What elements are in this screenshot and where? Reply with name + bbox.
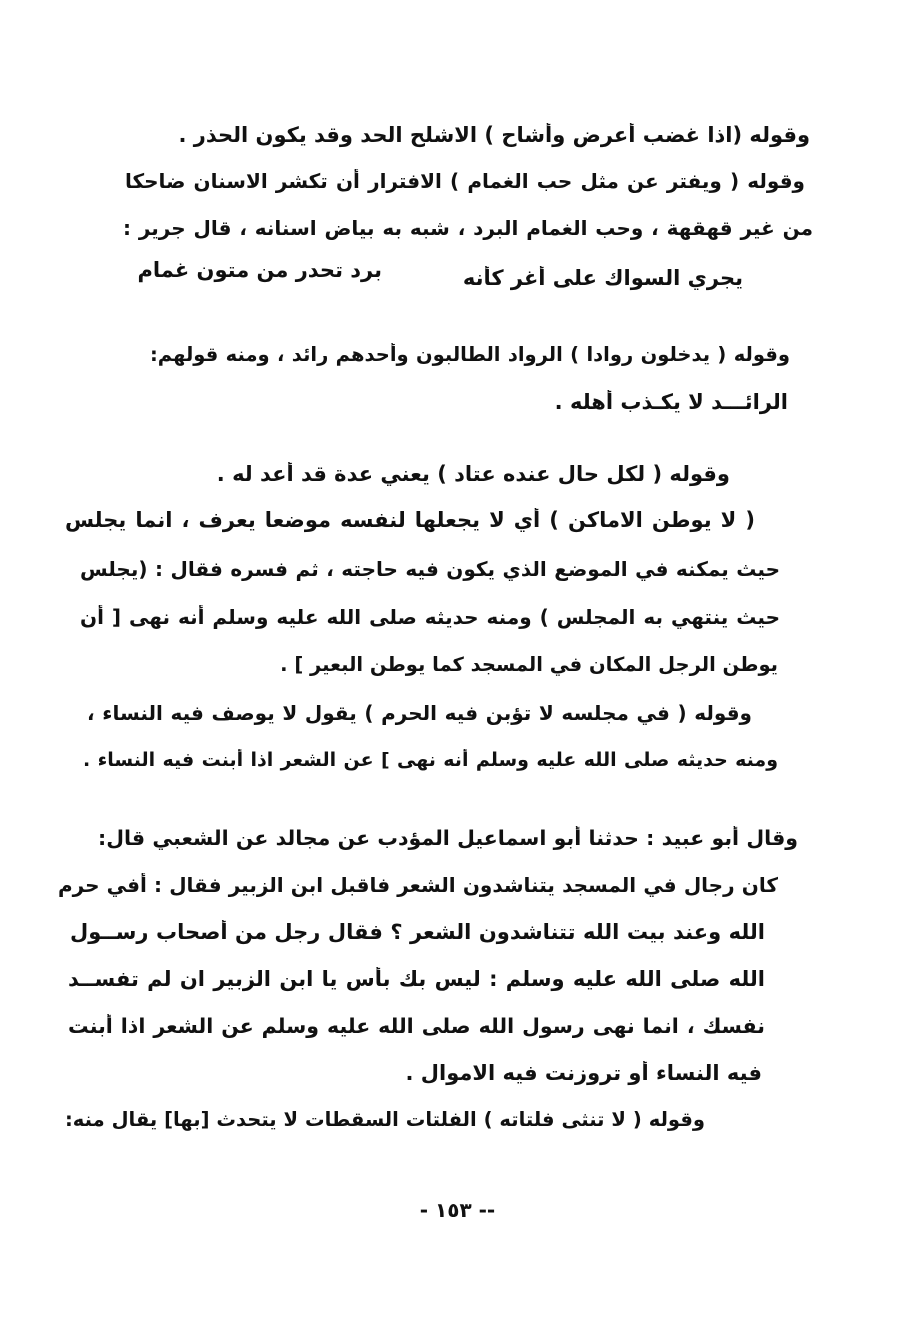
text-line-16: الله صلى الله عليه وسلم : ليس بك بأس يا ابن الزبير ان لم تفســد (68, 967, 765, 991)
text-line-6: وقوله ( لكل حال عنده عتاد ) يعني عدة قد أعد له . (216, 462, 730, 486)
text-line-3: من غير قهقهة ، وحب الغمام البرد ، شبه به بياض اسنانه ، قال جرير : (123, 216, 813, 240)
text-line-13: وقال أبو عبيد : حدثنا أبو اسماعيل المؤدب عن مجالد عن الشعبي قال: (98, 826, 798, 850)
text-line-12: ومنه حديثه صلى الله عليه وسلم أنه نهى ] عن الشعر اذا أبنت فيه النساء . (83, 749, 778, 771)
text-line-15: الله وعند بيت الله تتناشدون الشعر ؟ فقال رجل من أصحاب رســول (70, 920, 765, 944)
text-line-17: نفسك ، انما نهى رسول الله صلى الله عليه وسلم عن الشعر اذا أبنت (68, 1014, 765, 1038)
text-line-4: وقوله ( يدخلون روادا ) الرواد الطالبون وأحدهم رائد ، ومنه قولهم: (150, 343, 790, 366)
page-number: -- ١٥٣ - (419, 1198, 496, 1222)
verse-hemistich-2: برد تحدر من متون غمام (137, 258, 382, 282)
text-line-11: وقوله ( في مجلسه لا تؤبن فيه الحرم ) يقول لا يوصف فيه النساء ، (87, 701, 752, 725)
text-line-5: الرائـــد لا يكـذب أهله . (554, 390, 788, 414)
text-line-18: فيه النساء أو تروزنت فيه الاموال . (405, 1061, 762, 1085)
text-line-9: حيث ينتهي به المجلس ) ومنه حديثه صلى الله عليه وسلم أنه نهى [ أن (80, 605, 780, 629)
text-line-14: كان رجال في المسجد يتناشدون الشعر فاقبل ابن الزبير فقال : أفي حرم (58, 873, 778, 897)
verse-hemistich-1: يجري السواك على أغر كأنه (462, 266, 743, 290)
text-line-2: وقوله ( ويفتر عن مثل حب الغمام ) الافترار أن تكشر الاسنان ضاحكا (125, 169, 805, 193)
text-line-8: حيث يمكنه في الموضع الذي يكون فيه حاجته ، ثم فسره فقال : (يجلس (80, 557, 780, 581)
text-line-10: يوطن الرجل المكان في المسجد كما يوطن البعير ] . (280, 653, 778, 676)
text-line-7: ( لا يوطن الاماكن ) أي لا يجعلها لنفسه موضعا يعرف ، انما يجلس (65, 508, 755, 532)
text-line-1: وقوله (اذا غضب أعرض وأشاح ) الاشلح الحد وقد يكون الحذر . (178, 123, 810, 147)
text-line-19: وقوله ( لا تنثى فلتاته ) الفلتات السقطات لا يتحدث [بها] يقال منه: (65, 1108, 705, 1131)
